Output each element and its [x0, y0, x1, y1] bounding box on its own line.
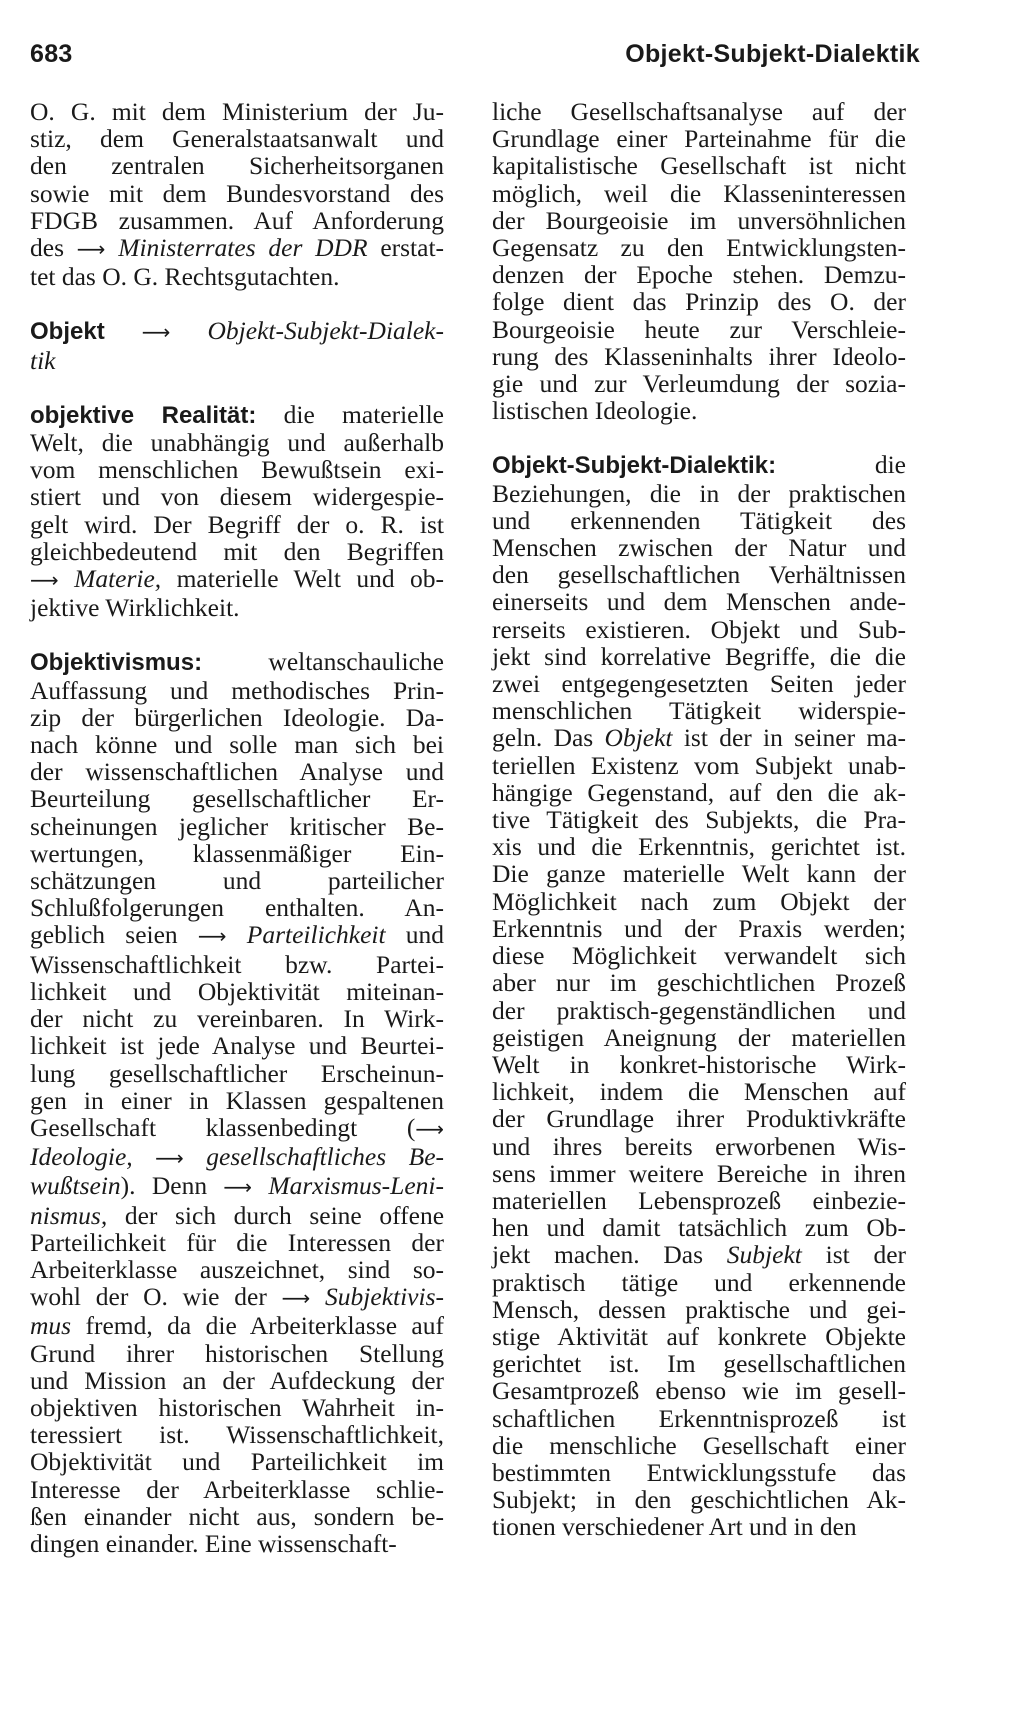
text-line: ⟶ Materie, materielle Welt und ob- — [30, 564, 445, 594]
text-line: Gesamtprozeß ebenso wie im gesell- — [492, 1376, 906, 1406]
text-line: Grund ihrer historischen Stellung — [30, 1338, 444, 1368]
text-line: Schlußfolgerungen enthalten. An- — [30, 893, 444, 923]
text-line: gelt wird. Der Begriff der o. R. ist — [30, 509, 444, 539]
text-line: und Mission an der Aufdeckung der — [30, 1365, 444, 1395]
entry-continuation — [30, 98, 444, 290]
text-line: jekt machen. Das Subjekt ist der — [492, 1240, 907, 1270]
cross-reference[interactable]: wußtsein — [30, 1171, 121, 1201]
text-line: der Grundlage ihrer Produktivkräfte — [492, 1104, 906, 1134]
text-line: zip der bürgerlichen Ideologie. Da- — [30, 702, 444, 732]
cross-reference[interactable]: Marxismus-Leni- — [268, 1171, 444, 1201]
entry-objektivismus-continued — [492, 98, 906, 424]
text-line: tive Tätigkeit des Subjekts, die Pra- — [492, 805, 906, 835]
text-line: Welt, die unabhängig und außerhalb — [30, 428, 444, 458]
text-line: schätzungen und parteilicher — [30, 866, 444, 896]
text-line: diese Möglichkeit verwandelt sich — [492, 941, 906, 971]
text-line: Mensch, dessen praktische und gei- — [492, 1294, 906, 1324]
text-line: FDGB zusammen. Auf Anforderung — [30, 205, 444, 235]
headword: Objekt — [30, 318, 105, 346]
text-line: Die ganze materielle Welt kann der — [492, 859, 906, 889]
text-line: aber nur im geschichtlichen Prozeß — [492, 968, 906, 998]
text-line: vom menschlichen Bewußtsein exi- — [30, 455, 444, 485]
cross-reference[interactable]: Objekt-Subjekt-Dialek- — [207, 316, 444, 346]
text-line — [30, 317, 444, 346]
text-line: praktisch tätige und erkennende — [492, 1267, 906, 1297]
text-line: Parteilichkeit für die Interessen der — [30, 1227, 444, 1257]
text-line: nach könne und solle man sich bei — [30, 730, 444, 760]
text-line: teressiert ist. Wissenschaftlichkeit, — [30, 1420, 444, 1450]
text-line: geistigen Aneignung der materiellen — [492, 1022, 906, 1052]
text-line: einerseits und dem Menschen ande- — [492, 587, 906, 617]
entry-objektive-realitaet — [30, 401, 444, 622]
text-line: denzen der Epoche stehen. Demzu- — [492, 260, 906, 290]
cross-reference[interactable]: gesellschaftliches Be- — [206, 1142, 445, 1172]
text-line: hen und damit tatsächlich zum Ob- — [492, 1213, 906, 1243]
running-head: Objekt-Subjekt-Dialektik — [625, 40, 920, 68]
text-line: geln. Das Objekt ist der in seiner ma- — [492, 723, 907, 753]
text-line: jektive Wirklichkeit. — [30, 593, 240, 623]
text-line: O. G. mit dem Ministerium der Ju- — [30, 97, 444, 126]
text-line: Welt in konkret-historische Wirk- — [492, 1049, 906, 1079]
arrow-right-icon: ⟶ — [223, 1175, 253, 1200]
text-line: stige Aktivität auf konkrete Objekte — [492, 1321, 906, 1351]
text-line: lichkeit ist jede Analyse und Beurtei- — [30, 1031, 444, 1061]
text-line: folge dient das Prinzip des O. der — [492, 287, 906, 317]
text-line: objektive Realität: die materielle — [30, 399, 444, 429]
cross-reference[interactable]: Subjektivis- — [325, 1282, 445, 1312]
text-line: Objektivismus: weltanschauliche — [30, 647, 444, 677]
text-line: Erkenntnis und der Praxis werden; — [492, 913, 906, 943]
arrow-right-icon: ⟶ — [281, 1286, 311, 1311]
page-number: 683 — [30, 40, 73, 68]
text-line: Beziehungen, die in der praktischen — [492, 478, 906, 508]
text-line: sens immer weitere Bereiche in ihren — [492, 1158, 906, 1188]
text-line: der praktisch-gegenständlichen und — [492, 995, 906, 1025]
text-line: schaftlichen Erkenntnisprozeß ist — [492, 1403, 906, 1433]
text-line: den gesellschaftlichen Verhältnissen — [492, 560, 906, 590]
cross-reference[interactable]: Ministerrates der DDR — [118, 233, 368, 263]
text-line: der nicht zu vereinbaren. In Wirk- — [30, 1004, 444, 1034]
text-line: nismus, der sich durch seine offene — [30, 1200, 445, 1230]
text-line: Interesse der Arbeiterklasse schlie- — [30, 1474, 444, 1504]
text-line: gerichtet ist. Im gesellschaftlichen — [492, 1349, 906, 1379]
text-line: zwei entgegengesetzten Seiten jeder — [492, 669, 906, 699]
cross-reference[interactable]: nismus, — [30, 1200, 108, 1230]
text-line: kapitalistische Gesellschaft ist nicht — [492, 151, 906, 181]
arrow-right-icon: ⟶ — [155, 1146, 184, 1171]
text-line: der wissenschaftlichen Analyse und — [30, 757, 444, 787]
entry-objekt — [30, 317, 444, 373]
text-line: ßen einander nicht aus, sondern be- — [30, 1501, 444, 1531]
text-line: Objekt-Subjekt-Dialektik: die — [492, 450, 906, 480]
text-line: scheinungen jeglicher kritischer Be- — [30, 811, 444, 841]
text-line: hängige Gegenstand, auf den die ak- — [492, 777, 906, 807]
text-line: Gesellschaft klassenbedingt (⟶ — [30, 1112, 444, 1142]
text-line: rung des Klasseninhalts ihrer Ideolo- — [492, 341, 906, 371]
text-line: lung gesellschaftlicher Erscheinun- — [30, 1058, 444, 1088]
headword: Objekt-Subjekt-Dialektik: — [492, 452, 777, 480]
text-line: des ⟶ Ministerrates der DDR erstat- — [30, 233, 445, 263]
text-line: xis und die Erkenntnis, gerichtet ist. — [492, 832, 906, 862]
text-line — [30, 1143, 444, 1172]
headword: Objektivismus: — [30, 649, 203, 677]
text-line: die menschliche Gesellschaft einer — [492, 1430, 906, 1460]
text-line: sowie mit dem Bundesvorstand des — [30, 178, 444, 208]
text-line: Gegensatz zu den Entwicklungsten- — [492, 233, 906, 263]
text-line: menschlichen Tätigkeit widerspie- — [492, 696, 906, 726]
text-line: lichkeit, indem die Menschen auf — [492, 1077, 906, 1107]
text-line: Möglichkeit nach zum Objekt der — [492, 886, 906, 916]
text-line: Auffassung und methodisches Prin- — [30, 675, 444, 705]
headword: objektive Realität: — [30, 401, 257, 429]
text-line[interactable]: tik — [30, 345, 56, 375]
text-line: Beurteilung gesellschaftlicher Er- — [30, 784, 444, 814]
text-line: wußtsein). Denn ⟶ Marxismus-Leni- — [30, 1171, 444, 1201]
text-line: Objektivität und Parteilichkeit im — [30, 1447, 444, 1477]
text-line: der Bourgeoisie im unversöhnlichen — [492, 205, 906, 235]
text-line: liche Gesellschaftsanalyse auf der — [492, 97, 906, 126]
entry-objekt-subjekt-dialektik — [492, 451, 906, 1540]
text-line: lichkeit und Objektivität miteinan- — [30, 976, 444, 1006]
text-line: teriellen Existenz vom Subjekt unab- — [492, 750, 906, 780]
text-line: mus fremd, da die Arbeiterklasse auf — [30, 1311, 444, 1341]
text-line: Menschen zwischen der Natur und — [492, 533, 906, 563]
emphasis-term: Subjekt — [726, 1240, 802, 1270]
left-column — [30, 98, 444, 1557]
text-line: Subjekt; in den geschichtlichen Ak- — [492, 1485, 906, 1515]
text-line: stiz, dem Generalstaatsanwalt und — [30, 124, 444, 154]
text-line: dingen einander. Eine wissenschaft- — [30, 1528, 397, 1558]
arrow-right-icon: ⟶ — [197, 924, 227, 949]
text-line: gleichbedeutend mit den Begriffen — [30, 536, 444, 566]
text-line: möglich, weil die Klasseninteressen — [492, 178, 906, 208]
emphasis-term: Objekt — [604, 723, 673, 753]
arrow-right-icon: ⟶ — [415, 1116, 444, 1141]
cross-reference[interactable]: mus — [30, 1311, 72, 1341]
text-line: gen in einer in Klassen gespaltenen — [30, 1085, 444, 1115]
text-line: Arbeiterklasse auszeichnet, sind so- — [30, 1254, 444, 1284]
arrow-right-icon: ⟶ — [141, 320, 171, 345]
cross-reference[interactable]: Parteilichkeit — [246, 920, 386, 950]
text-line: rerseits existieren. Objekt und Sub- — [492, 614, 906, 644]
text-line: listischen Ideologie. — [492, 396, 698, 426]
text-line: und erkennenden Tätigkeit des — [492, 505, 906, 535]
text-line: objektiven historischen Wahrheit in- — [30, 1392, 444, 1422]
text-line: wertungen, klassenmäßiger Ein- — [30, 838, 444, 868]
text-line: Grundlage einer Parteinahme für die — [492, 124, 906, 154]
text-line: und ihres bereits erworbenen Wis- — [492, 1131, 906, 1161]
arrow-right-icon: ⟶ — [30, 568, 59, 593]
right-column — [492, 98, 906, 1541]
cross-reference[interactable]: Materie, — [74, 564, 162, 594]
text-line: wohl der O. wie der ⟶ Subjektivis- — [30, 1282, 445, 1312]
cross-reference[interactable]: Ideologie, — [30, 1142, 133, 1172]
text-line: stiert und von diesem widergespie- — [30, 482, 444, 512]
text-line: Bourgeoisie heute zur Verschleie- — [492, 314, 906, 344]
text-line: gie und zur Verleumdung der sozia- — [492, 369, 906, 399]
text-line: den zentralen Sicherheitsorganen — [30, 151, 444, 181]
text-line: Wissenschaftlichkeit bzw. Partei- — [30, 949, 444, 979]
text-line: tet das O. G. Rechtsgutachten. — [30, 262, 340, 292]
text-line: tionen verschiedener Art und in den — [492, 1512, 857, 1542]
text-line: geblich seien ⟶ Parteilichkeit und — [30, 920, 445, 950]
text-line: materiellen Lebensprozeß einbezie- — [492, 1185, 906, 1215]
text-line: bestimmten Entwicklungsstufe das — [492, 1457, 906, 1487]
arrow-right-icon: ⟶ — [76, 237, 106, 262]
entry-objektivismus — [30, 648, 444, 1557]
text-line: jekt sind korrelative Begriffe, die die — [492, 641, 906, 671]
